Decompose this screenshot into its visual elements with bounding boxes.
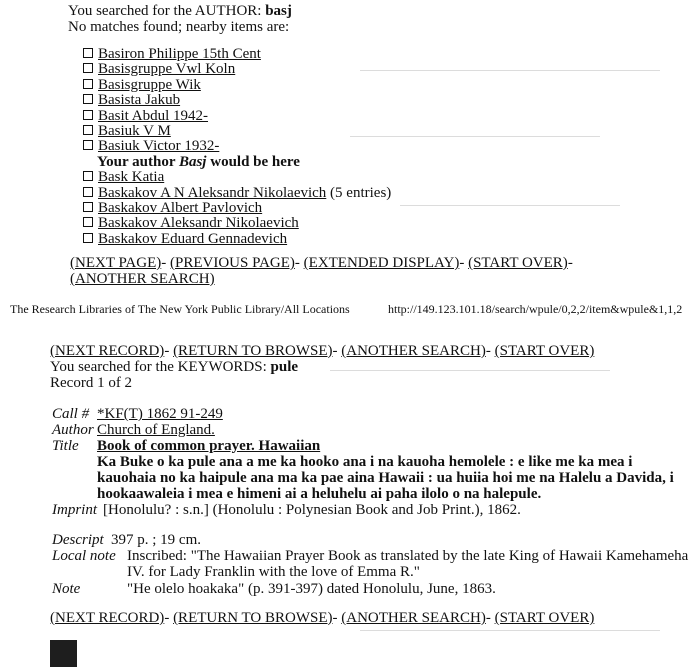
another-search-link[interactable]: (ANOTHER SEARCH) [70, 271, 215, 287]
checkbox-icon[interactable] [83, 94, 93, 104]
browse-item-link[interactable]: Baskakov Eduard Gennadevich [98, 230, 288, 247]
browse-item-link[interactable]: Baskakov A N Aleksandr Nikolaevich [98, 184, 327, 201]
previous-page-link[interactable]: (PREVIOUS PAGE) [170, 255, 295, 271]
checkbox-icon[interactable] [83, 233, 93, 243]
checkbox-icon[interactable] [83, 140, 93, 150]
next-record-link[interactable]: (NEXT RECORD) [50, 343, 165, 359]
browse-item-link[interactable]: Baskakov Albert Pavlovich [98, 199, 263, 216]
browse-searched-label: You searched for the AUTHOR: [68, 3, 266, 19]
start-over-link[interactable]: (START OVER) [468, 255, 568, 271]
note-value: "He olelo hoakaka" (p. 391-397) dated Honolulu, June, 1863. [127, 581, 496, 597]
browse-results-list [83, 47, 391, 247]
footer-url: http://149.123.101.18/search/wpule/0,2,2/item&wpule&1,1,2 [388, 302, 683, 316]
list-item[interactable] [83, 186, 391, 201]
browse-item-link[interactable]: Baskakov Aleksandr Nikolaevich [98, 215, 299, 232]
list-item[interactable] [83, 47, 391, 62]
bleed-through-line [400, 205, 620, 206]
browse-item-link[interactable]: Basisgruppe Vwl Koln [98, 61, 236, 78]
bleed-through-line [360, 630, 660, 631]
imprint-value: [Honolulu? : s.n.] (Honolulu : Polynesian Book and Job Print.), 1862. [103, 502, 521, 518]
checkbox-icon[interactable] [83, 110, 93, 120]
list-item[interactable] [83, 201, 391, 216]
browse-item-link[interactable]: Basiuk V M [98, 122, 171, 139]
checkbox-icon[interactable] [83, 171, 93, 181]
record-count: Record 1 of 2 [50, 375, 133, 391]
author-label: Author [52, 422, 94, 438]
browse-item-link[interactable]: Bask Katia [98, 169, 165, 186]
browse-searched-term: basj [265, 3, 292, 19]
list-item[interactable] [83, 109, 391, 124]
uniform-title-link[interactable]: Book of common prayer. Hawaiian [97, 438, 321, 454]
here-term: Basj [178, 153, 207, 170]
browse-nav: (NEXT PAGE)- (PREVIOUS PAGE)- (EXTENDED DISPLAY)- (START OVER)- [70, 255, 573, 271]
start-over-link[interactable]: (START OVER) [494, 343, 595, 359]
descript-label: Descript [52, 532, 104, 548]
title-line: Ka Buke o ka pule ana a me ka hooko ana i na kauoha hemolele : e like me ka mea i [97, 454, 633, 470]
list-item[interactable] [83, 93, 391, 108]
entry-count: (5 entries) [326, 184, 392, 201]
list-item[interactable] [83, 170, 391, 185]
author-link[interactable]: Church of England. [97, 422, 215, 438]
start-over-link[interactable]: (START OVER) [494, 610, 595, 626]
another-search-link[interactable]: (ANOTHER SEARCH) [341, 343, 486, 359]
call-number-link[interactable]: *KF(T) 1862 91-249 [97, 406, 223, 422]
checkbox-icon[interactable] [83, 217, 93, 227]
list-item[interactable] [83, 232, 391, 247]
title-line: kauohaia no ka haipule ana ma ka pae aina Hawaii : ua huiia hoi me na Halelu a Davida, i [97, 470, 674, 486]
cover-thumbnail-image[interactable] [50, 640, 77, 667]
record-searched-term: pule [270, 359, 299, 375]
next-page-link[interactable]: (NEXT PAGE) [70, 255, 162, 271]
another-search-link[interactable]: (ANOTHER SEARCH) [341, 610, 486, 626]
local-note-label: Local note [52, 548, 116, 564]
browse-item-link[interactable]: Basisgruppe Wik [98, 76, 201, 93]
title-label: Title [52, 438, 79, 454]
browse-item-link[interactable]: Basiron Philippe 15th Cent [98, 46, 261, 62]
bleed-through-line [360, 70, 660, 71]
list-item[interactable] [83, 139, 391, 154]
browse-nav-line2 [70, 271, 215, 287]
checkbox-icon[interactable] [83, 63, 93, 73]
list-item[interactable] [83, 216, 391, 231]
next-record-link[interactable]: (NEXT RECORD) [50, 610, 165, 626]
note-label: Note [52, 581, 81, 597]
checkbox-icon[interactable] [83, 79, 93, 89]
browse-item-link[interactable]: Basista Jakub [98, 92, 181, 109]
author-would-be-here: Your author Basj would be here [97, 153, 300, 170]
record-nav-top: (NEXT RECORD)- (RETURN TO BROWSE)- (ANOTHER SEARCH)- (START OVER) [50, 343, 595, 359]
checkbox-icon[interactable] [83, 202, 93, 212]
local-note-line: Inscribed: "The Hawaiian Prayer Book as translated by the late King of Hawaii Kamehameha [127, 548, 689, 564]
imprint-label: Imprint [52, 502, 97, 518]
checkbox-icon[interactable] [83, 48, 93, 58]
title-line: hookaawaleia i mea e himeni ai a heluhelu ai paha ilolo o na halepule. [97, 486, 542, 502]
list-item[interactable] [83, 62, 391, 77]
return-to-browse-link[interactable]: (RETURN TO BROWSE) [173, 610, 333, 626]
return-to-browse-link[interactable]: (RETURN TO BROWSE) [173, 343, 333, 359]
checkbox-icon[interactable] [83, 125, 93, 135]
local-note-line: IV. for Lady Franklin with the love of Emma R." [127, 564, 420, 580]
footer-source: The Research Libraries of The New York Public Library/All Locations [10, 302, 350, 316]
extended-display-link[interactable]: (EXTENDED DISPLAY) [303, 255, 460, 271]
browse-item-link[interactable]: Basiuk Victor 1932- [98, 138, 220, 155]
no-matches-text: No matches found; nearby items are: [68, 19, 290, 35]
list-item[interactable] [83, 124, 391, 139]
browse-search-summary [68, 3, 292, 19]
descript-value: 397 p. ; 19 cm. [111, 532, 201, 548]
checkbox-icon[interactable] [83, 187, 93, 197]
browse-item-link[interactable]: Basit Abdul 1942- [98, 107, 209, 124]
record-search-summary: You searched for the KEYWORDS: pule [50, 359, 299, 375]
bleed-through-line [330, 370, 610, 371]
list-item[interactable] [83, 78, 391, 93]
record-nav-bottom: (NEXT RECORD)- (RETURN TO BROWSE)- (ANOTHER SEARCH)- (START OVER) [50, 610, 595, 626]
call-number-label: Call # [52, 406, 90, 422]
